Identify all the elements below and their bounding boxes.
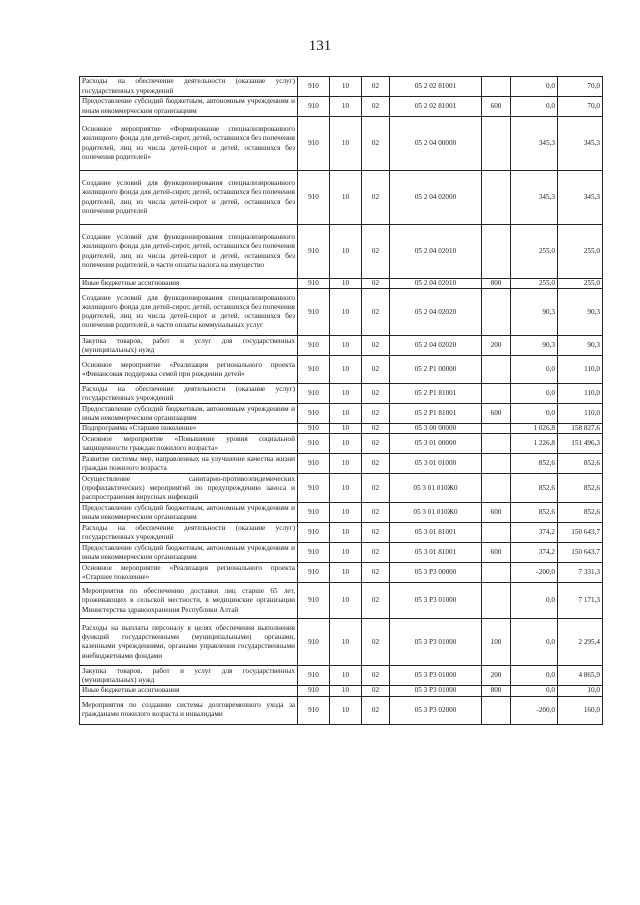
row-expense-type xyxy=(482,563,511,583)
row-target-code: 05 3 01 010Ж0 xyxy=(390,474,482,503)
row-amount-total: 110,0 xyxy=(558,356,603,384)
row-target-code: 05 3 P3 01000 xyxy=(390,583,482,619)
row-amount-total: 852,6 xyxy=(558,503,603,523)
row-section: 10 xyxy=(330,474,362,503)
row-amount-total: 150 643,7 xyxy=(558,543,603,563)
row-amount-change: 345,3 xyxy=(511,117,558,171)
row-name: Основное мероприятие «Формирование специализированного жилищного фонда для детей-сирот, детей, оставшихся без попечения родителей, лиц из числа детей-сирот и детей, оставшихся без попечения родителей» xyxy=(80,117,298,171)
row-amount-total: 4 865,9 xyxy=(558,666,603,686)
row-amount-change: 374,2 xyxy=(511,543,558,563)
row-name: Основное мероприятие «Реализация регионального проекта «Старшее поколение» xyxy=(80,563,298,583)
table-row xyxy=(80,356,603,384)
budget-table xyxy=(79,76,603,725)
row-amount-total: 255,0 xyxy=(558,279,603,289)
row-amount-total: 90,3 xyxy=(558,336,603,356)
row-subsection: 02 xyxy=(362,583,390,619)
row-section: 10 xyxy=(330,686,362,696)
row-grbs: 910 xyxy=(298,583,330,619)
row-section: 10 xyxy=(330,619,362,666)
page-number: 131 xyxy=(308,38,332,54)
row-subsection: 02 xyxy=(362,225,390,279)
row-section: 10 xyxy=(330,225,362,279)
row-grbs: 910 xyxy=(298,454,330,474)
table-row xyxy=(80,289,603,336)
row-subsection: 02 xyxy=(362,279,390,289)
row-subsection: 02 xyxy=(362,543,390,563)
row-amount-change: 0,0 xyxy=(511,77,558,97)
row-name: Закупка товаров, работ и услуг для государственных (муниципальных) нужд xyxy=(80,336,298,356)
table-row xyxy=(80,77,603,97)
row-expense-type: 800 xyxy=(482,279,511,289)
row-grbs: 910 xyxy=(298,77,330,97)
row-expense-type xyxy=(482,424,511,434)
row-amount-total: 345,3 xyxy=(558,171,603,225)
row-amount-change: 0,0 xyxy=(511,666,558,686)
row-name: Предоставление субсидий бюджетным, автономным учреждениям и иным некоммерческим организациям xyxy=(80,404,298,424)
table-row xyxy=(80,279,603,289)
row-target-code: 05 3 01 01000 xyxy=(390,454,482,474)
row-target-code: 05 2 04 02020 xyxy=(390,336,482,356)
row-amount-total: 7 331,3 xyxy=(558,563,603,583)
row-grbs: 910 xyxy=(298,666,330,686)
row-target-code: 05 3 P3 02000 xyxy=(390,696,482,724)
row-section: 10 xyxy=(330,543,362,563)
row-subsection: 02 xyxy=(362,666,390,686)
row-expense-type: 600 xyxy=(482,543,511,563)
row-amount-change: 374,2 xyxy=(511,523,558,543)
row-target-code: 05 2 02 81001 xyxy=(390,97,482,117)
row-expense-type xyxy=(482,434,511,454)
row-name: Иные бюджетные ассигнования xyxy=(80,279,298,289)
row-grbs: 910 xyxy=(298,289,330,336)
row-expense-type xyxy=(482,171,511,225)
row-section: 10 xyxy=(330,404,362,424)
table-row xyxy=(80,696,603,724)
row-subsection: 02 xyxy=(362,619,390,666)
row-target-code: 05 3 01 010Ж0 xyxy=(390,503,482,523)
row-amount-change: 255,0 xyxy=(511,279,558,289)
row-grbs: 910 xyxy=(298,543,330,563)
row-amount-change: 90,3 xyxy=(511,336,558,356)
row-expense-type: 600 xyxy=(482,97,511,117)
row-subsection: 02 xyxy=(362,117,390,171)
row-amount-total: 345,3 xyxy=(558,117,603,171)
row-amount-change: 0,0 xyxy=(511,619,558,666)
row-expense-type xyxy=(482,696,511,724)
row-section: 10 xyxy=(330,279,362,289)
row-amount-change: 852,6 xyxy=(511,454,558,474)
row-amount-change: 0,0 xyxy=(511,583,558,619)
row-name: Подпрограмма «Старшее поколение» xyxy=(80,424,298,434)
row-name: Осуществление санитарно-противоэпидемических (профилактических) мероприятий по предупреждению заноса и распространения вирусных инфекций xyxy=(80,474,298,503)
row-grbs: 910 xyxy=(298,97,330,117)
row-subsection: 02 xyxy=(362,171,390,225)
table-row xyxy=(80,225,603,279)
row-name: Создание условий для функционирования специализированного жилищного фонда для детей-сирот, детей, оставшихся без попечения родителей, лиц из числа детей-сирот и детей, оставшихся без попечения родителей, в части оплаты коммунальных услуг xyxy=(80,289,298,336)
row-subsection: 02 xyxy=(362,404,390,424)
row-section: 10 xyxy=(330,289,362,336)
table-row xyxy=(80,117,603,171)
row-amount-change: 1 226,8 xyxy=(511,434,558,454)
row-name: Расходы на обеспечение деятельности (оказание услуг) государственных учреждений xyxy=(80,523,298,543)
row-section: 10 xyxy=(330,424,362,434)
row-grbs: 910 xyxy=(298,434,330,454)
row-expense-type: 600 xyxy=(482,503,511,523)
row-target-code: 05 3 P3 01000 xyxy=(390,686,482,696)
table-row xyxy=(80,523,603,543)
row-section: 10 xyxy=(330,356,362,384)
row-amount-change: 0,0 xyxy=(511,356,558,384)
table-row xyxy=(80,171,603,225)
row-expense-type: 200 xyxy=(482,336,511,356)
row-expense-type xyxy=(482,117,511,171)
row-expense-type xyxy=(482,356,511,384)
row-amount-total: 70,0 xyxy=(558,97,603,117)
row-amount-total: 150 643,7 xyxy=(558,523,603,543)
row-target-code: 05 2 04 02020 xyxy=(390,289,482,336)
row-grbs: 910 xyxy=(298,563,330,583)
row-target-code: 05 2 04 02000 xyxy=(390,171,482,225)
row-target-code: 05 2 04 00000 xyxy=(390,117,482,171)
row-target-code: 05 3 P3 01000 xyxy=(390,666,482,686)
row-grbs: 910 xyxy=(298,404,330,424)
row-subsection: 02 xyxy=(362,474,390,503)
row-grbs: 910 xyxy=(298,424,330,434)
row-subsection: 02 xyxy=(362,289,390,336)
row-name: Мероприятия по созданию системы долговременного ухода за гражданами пожилого возраста и инвалидами xyxy=(80,696,298,724)
row-amount-total: 90,3 xyxy=(558,289,603,336)
row-grbs: 910 xyxy=(298,686,330,696)
row-grbs: 910 xyxy=(298,474,330,503)
table-row xyxy=(80,434,603,454)
table-row xyxy=(80,619,603,666)
row-grbs: 910 xyxy=(298,356,330,384)
row-name: Мероприятия по обеспечению доставки лиц старше 65 лет, проживающих в сельской местности, в медицинские организации Министерства здравоохранения Республики Алтай xyxy=(80,583,298,619)
row-subsection: 02 xyxy=(362,356,390,384)
row-section: 10 xyxy=(330,666,362,686)
row-grbs: 910 xyxy=(298,619,330,666)
row-amount-change: 0,0 xyxy=(511,404,558,424)
row-amount-change: 90,3 xyxy=(511,289,558,336)
table-row xyxy=(80,404,603,424)
row-name: Предоставление субсидий бюджетным, автономным учреждениям и иным некоммерческим организациям xyxy=(80,543,298,563)
row-expense-type: 800 xyxy=(482,686,511,696)
row-name: Расходы на выплаты персоналу в целях обеспечения выполнения функций государственными (муниципальными) органами, казенными учреждениями, органами управления государственными внебюджетными фондами xyxy=(80,619,298,666)
row-section: 10 xyxy=(330,583,362,619)
row-target-code: 05 2 02 81001 xyxy=(390,77,482,97)
row-subsection: 02 xyxy=(362,503,390,523)
row-section: 10 xyxy=(330,696,362,724)
row-amount-total: 110,0 xyxy=(558,384,603,404)
row-expense-type: 100 xyxy=(482,619,511,666)
row-target-code: 05 2 04 02010 xyxy=(390,225,482,279)
row-grbs: 910 xyxy=(298,384,330,404)
row-section: 10 xyxy=(330,563,362,583)
row-amount-total: 7 171,3 xyxy=(558,583,603,619)
row-subsection: 02 xyxy=(362,97,390,117)
row-amount-total: 852,6 xyxy=(558,454,603,474)
row-name: Основное мероприятие «Реализация регионального проекта «Финансовая поддержка семей при рождении детей» xyxy=(80,356,298,384)
row-name: Создание условий для функционирования специализированного жилищного фонда для детей-сирот, детей, оставшихся без попечения родителей, лиц из числа детей-сирот и детей, оставшихся без попечения родителей, в части оплаты налога на имущество xyxy=(80,225,298,279)
row-expense-type xyxy=(482,289,511,336)
row-name: Расходы на обеспечение деятельности (оказание услуг) государственных учреждений xyxy=(80,384,298,404)
row-target-code: 05 3 P3 00000 xyxy=(390,563,482,583)
table-row xyxy=(80,563,603,583)
row-amount-change: 0,0 xyxy=(511,97,558,117)
row-name: Развитие системы мер, направленных на улучшение качества жизни граждан пожилого возраста xyxy=(80,454,298,474)
row-subsection: 02 xyxy=(362,384,390,404)
row-grbs: 910 xyxy=(298,336,330,356)
row-amount-change: -200,0 xyxy=(511,696,558,724)
row-section: 10 xyxy=(330,454,362,474)
row-amount-change: 852,6 xyxy=(511,474,558,503)
row-name: Основное мероприятие «Повышение уровня социальной защищенности граждан пожилого возраста» xyxy=(80,434,298,454)
row-subsection: 02 xyxy=(362,424,390,434)
row-expense-type xyxy=(482,384,511,404)
row-subsection: 02 xyxy=(362,77,390,97)
row-name: Создание условий для функционирования специализированного жилищного фонда для детей-сирот, детей, оставшихся без попечения родителей, лиц из числа детей-сирот и детей, оставшихся без попечения родителей xyxy=(80,171,298,225)
table-row xyxy=(80,666,603,686)
row-amount-total: 151 496,3 xyxy=(558,434,603,454)
row-amount-total: 255,0 xyxy=(558,225,603,279)
row-target-code: 05 3 01 81001 xyxy=(390,543,482,563)
table-row xyxy=(80,474,603,503)
row-target-code: 05 3 P3 01000 xyxy=(390,619,482,666)
row-grbs: 910 xyxy=(298,523,330,543)
row-expense-type xyxy=(482,454,511,474)
row-amount-change: 255,0 xyxy=(511,225,558,279)
row-amount-change: 0,0 xyxy=(511,686,558,696)
row-expense-type xyxy=(482,225,511,279)
row-amount-total: 2 295,4 xyxy=(558,619,603,666)
row-subsection: 02 xyxy=(362,686,390,696)
table-row xyxy=(80,686,603,696)
row-expense-type: 600 xyxy=(482,404,511,424)
table-row xyxy=(80,454,603,474)
row-amount-total: 160,0 xyxy=(558,696,603,724)
row-name: Закупка товаров, работ и услуг для государственных (муниципальных) нужд xyxy=(80,666,298,686)
row-amount-total: 10,0 xyxy=(558,686,603,696)
row-subsection: 02 xyxy=(362,454,390,474)
row-name: Предоставление субсидий бюджетным, автономным учреждениям и иным некоммерческим организациям xyxy=(80,503,298,523)
row-amount-total: 110,0 xyxy=(558,404,603,424)
row-amount-change: 1 026,8 xyxy=(511,424,558,434)
row-target-code: 05 3 01 81001 xyxy=(390,523,482,543)
table-row xyxy=(80,424,603,434)
row-subsection: 02 xyxy=(362,434,390,454)
row-amount-change: 345,3 xyxy=(511,171,558,225)
row-target-code: 05 2 P1 81001 xyxy=(390,404,482,424)
row-name: Иные бюджетные ассигнования xyxy=(80,686,298,696)
row-section: 10 xyxy=(330,503,362,523)
row-expense-type: 200 xyxy=(482,666,511,686)
row-amount-total: 70,0 xyxy=(558,77,603,97)
row-name: Предоставление субсидий бюджетным, автономным учреждениям и иным некоммерческим организациям xyxy=(80,97,298,117)
table-row xyxy=(80,336,603,356)
row-subsection: 02 xyxy=(362,696,390,724)
row-target-code: 05 2 P1 00000 xyxy=(390,356,482,384)
row-section: 10 xyxy=(330,117,362,171)
row-grbs: 910 xyxy=(298,225,330,279)
row-expense-type xyxy=(482,583,511,619)
row-name: Расходы на обеспечение деятельности (оказание услуг) государственных учреждений xyxy=(80,77,298,97)
row-section: 10 xyxy=(330,523,362,543)
row-target-code: 05 3 00 00000 xyxy=(390,424,482,434)
row-expense-type xyxy=(482,77,511,97)
row-grbs: 910 xyxy=(298,696,330,724)
row-grbs: 910 xyxy=(298,171,330,225)
budget-table-body xyxy=(80,77,603,725)
row-amount-total: 852,6 xyxy=(558,474,603,503)
row-expense-type xyxy=(482,523,511,543)
row-target-code: 05 3 01 00000 xyxy=(390,434,482,454)
table-row xyxy=(80,97,603,117)
row-section: 10 xyxy=(330,434,362,454)
row-section: 10 xyxy=(330,384,362,404)
table-row xyxy=(80,503,603,523)
row-amount-change: 852,6 xyxy=(511,503,558,523)
row-section: 10 xyxy=(330,97,362,117)
table-row xyxy=(80,543,603,563)
row-section: 10 xyxy=(330,77,362,97)
row-section: 10 xyxy=(330,336,362,356)
row-subsection: 02 xyxy=(362,523,390,543)
row-grbs: 910 xyxy=(298,503,330,523)
row-grbs: 910 xyxy=(298,279,330,289)
row-amount-change: -200,0 xyxy=(511,563,558,583)
row-target-code: 05 2 P1 81001 xyxy=(390,384,482,404)
row-subsection: 02 xyxy=(362,563,390,583)
row-subsection: 02 xyxy=(362,336,390,356)
row-amount-total: 158 827,6 xyxy=(558,424,603,434)
table-row xyxy=(80,583,603,619)
row-grbs: 910 xyxy=(298,117,330,171)
row-section: 10 xyxy=(330,171,362,225)
row-amount-change: 0,0 xyxy=(511,384,558,404)
row-target-code: 05 2 04 02010 xyxy=(390,279,482,289)
row-expense-type xyxy=(482,474,511,503)
table-row xyxy=(80,384,603,404)
